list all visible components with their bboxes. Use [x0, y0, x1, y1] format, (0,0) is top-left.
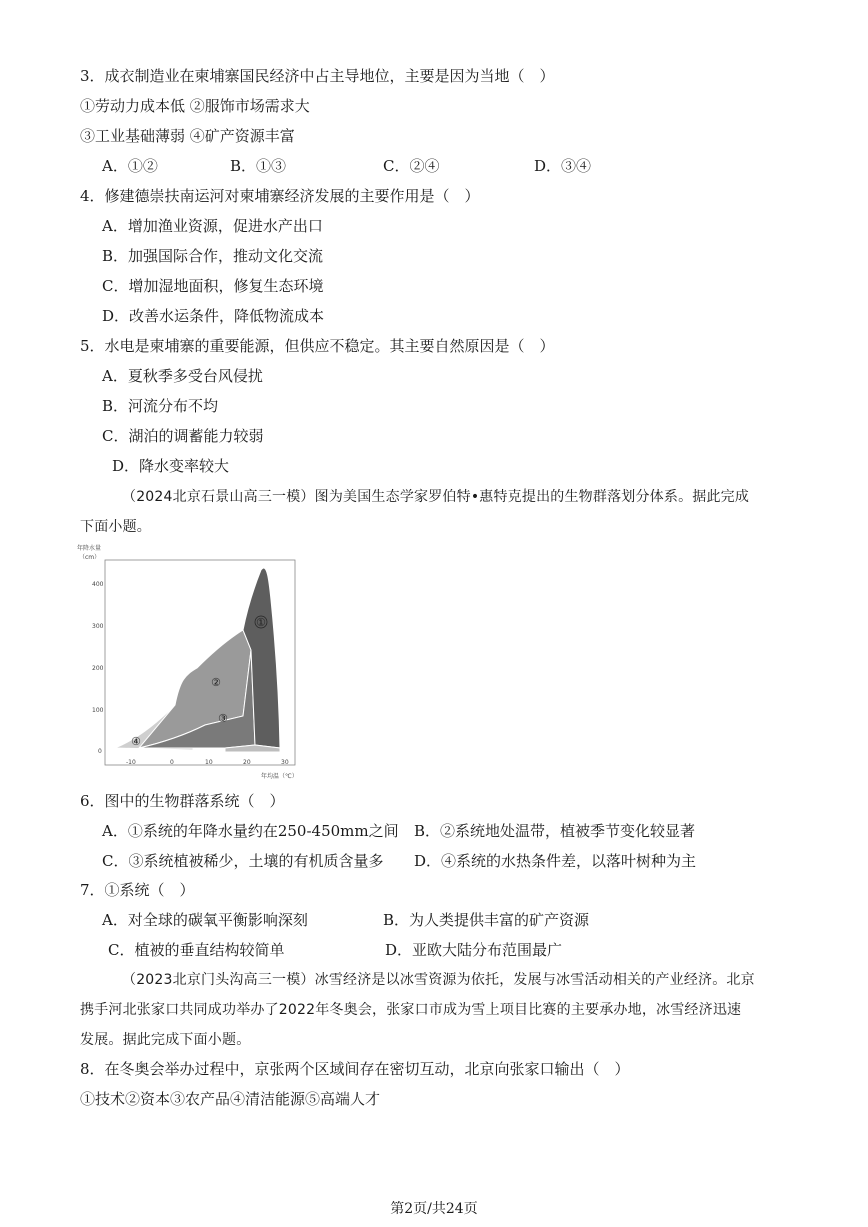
question-6-stem: 6．图中的生物群落系统（ ） — [80, 792, 285, 810]
question-4-option-c: C．增加湿地面积，修复生态环境 — [102, 277, 324, 295]
question-5-option-a: A．夏秋季多受台风侵扰 — [102, 367, 263, 385]
material-intro-2-line-2: 携手河北张家口共同成功举办了2022年冬奥会，张家口市成为雪上项目比赛的主要承办地，冰雪经济迅速 — [80, 1002, 742, 1018]
question-7-option-a: A．对全球的碳氧平衡影响深刻 — [102, 911, 308, 929]
figure-xlabel: 年均温（℃） — [261, 773, 298, 780]
figure-ytick-300: 300 — [92, 623, 104, 630]
question-7-stem: 7．①系统（ ） — [80, 881, 195, 899]
region-4-label: ④ — [131, 735, 141, 748]
question-6-option-c: C．③系统植被稀少，土壤的有机质含量多 — [102, 852, 384, 870]
figure-xtick-20: 20 — [243, 759, 251, 766]
question-6-option-d: D．④系统的水热条件差，以落叶树种为主 — [414, 852, 697, 870]
question-3-items-2: ③工业基础薄弱 ④矿产资源丰富 — [80, 127, 295, 145]
question-3-option-b: B．①③ — [230, 157, 287, 175]
figure-ytick-200: 200 — [92, 665, 104, 672]
figure-ylabel-line-1: 年降水量 — [77, 545, 102, 552]
question-4-option-a: A．增加渔业资源，促进水产出口 — [102, 217, 323, 235]
figure-xtick-neg10: -10 — [126, 759, 136, 766]
question-3-stem: 3．成衣制造业在柬埔寨国民经济中占主导地位，主要是因为当地（ ） — [80, 67, 555, 85]
question-4-stem: 4．修建德崇扶南运河对柬埔寨经济发展的主要作用是（ ） — [80, 187, 480, 205]
material-intro-2-line-1: （2023北京门头沟高三一模）冰雪经济是以冰雪资源为依托，发展与冰雪活动相关的产业经济。北京 — [122, 972, 755, 988]
figure-ytick-100: 100 — [92, 707, 104, 714]
question-7-option-b: B．为人类提供丰富的矿产资源 — [383, 911, 590, 929]
question-5-stem: 5．水电是柬埔寨的重要能源，但供应不稳定。其主要自然原因是（ ） — [80, 337, 555, 355]
region-1-label: ① — [256, 616, 266, 629]
question-5-option-b: B．河流分布不均 — [102, 397, 219, 415]
question-3-option-c: C．②④ — [383, 157, 440, 175]
region-2-label: ② — [211, 676, 221, 689]
question-3-option-a: A．①② — [102, 157, 158, 175]
question-6-option-b: B．②系统地处温带，植被季节变化较显著 — [414, 822, 696, 840]
question-7-option-c: C．植被的垂直结构较简单 — [108, 941, 285, 959]
question-3-option-d: D．③④ — [534, 157, 592, 175]
figure-ylabel-line-2: （cm） — [79, 554, 101, 561]
region-3-label: ③ — [218, 712, 228, 725]
question-8-stem: 8．在冬奥会举办过程中，京张两个区域间存在密切互动，北京向张家口输出（ ） — [80, 1060, 630, 1078]
material-intro-2-line-3: 发展。据此完成下面小题。 — [80, 1032, 251, 1048]
figure-ytick-400: 400 — [92, 581, 104, 588]
question-8-items: ①技术②资本③农产品④清洁能源⑤高端人才 — [80, 1090, 381, 1108]
figure-xtick-30: 30 — [281, 759, 289, 766]
question-3-items-1: ①劳动力成本低 ②服饰市场需求大 — [80, 97, 310, 115]
question-5-option-d: D．降水变率较大 — [112, 457, 230, 475]
question-5-option-c: C．湖泊的调蓄能力较弱 — [102, 427, 264, 445]
biome-figure — [75, 540, 305, 785]
question-4-option-d: D．改善水运条件，降低物流成本 — [102, 307, 325, 325]
question-6-option-a: A．①系统的年降水量约在250-450mm之间 — [102, 822, 399, 840]
question-7-option-d: D．亚欧大陆分布范围最广 — [385, 941, 563, 959]
figure-xtick-0: 0 — [170, 759, 174, 766]
material-intro-line-2: 下面小题。 — [80, 519, 151, 535]
figure-ytick-0: 0 — [98, 748, 102, 755]
figure-xtick-10: 10 — [205, 759, 213, 766]
material-intro-line-1: （2024北京石景山高三一模）图为美国生态学家罗伯特•惠特克提出的生物群落划分体系。据此完成 — [122, 489, 750, 505]
page-footer: 第2页/共24页 — [390, 1201, 478, 1217]
question-4-option-b: B．加强国际合作，推动文化交流 — [102, 247, 324, 265]
